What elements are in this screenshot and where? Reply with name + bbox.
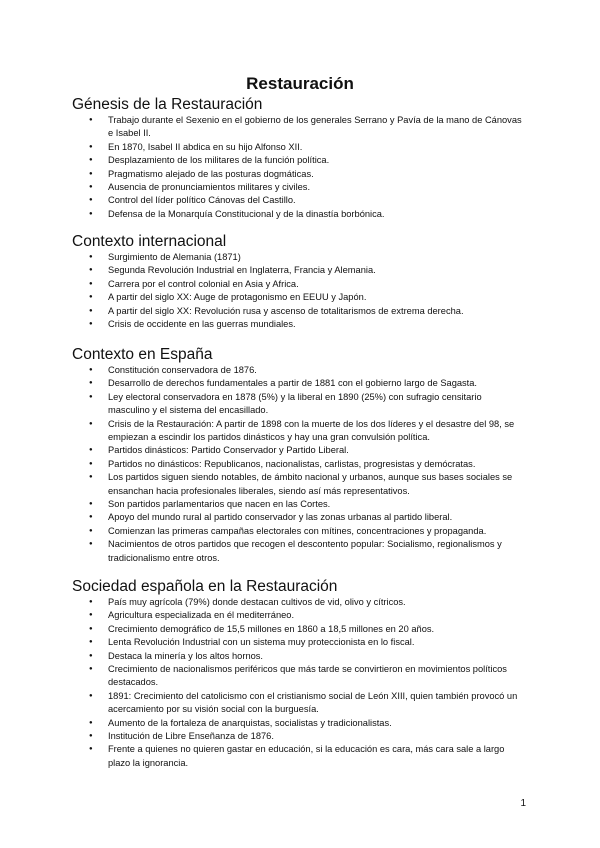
- list-item: ● Desarrollo de derechos fundamentales a partir de 1881 con el gobierno largo de Sagasta.: [72, 377, 522, 390]
- list-item: ● Pragmatismo alejado de las posturas dogmáticas.: [72, 168, 522, 181]
- section-heading: Sociedad española en la Restauración: [72, 578, 338, 595]
- list-item: ● Control del líder político Cánovas del Castillo.: [72, 194, 522, 207]
- list-item: ● Agricultura especializada en él mediterráneo.: [72, 609, 522, 622]
- list-item: ● Lenta Revolución Industrial con un sistema muy proteccionista en lo fiscal.: [72, 636, 522, 649]
- list-item: ● 1891: Crecimiento del catolicismo con el cristianismo social de León XIII, quien también provocó un acercamiento por su visión social con la burguesía.: [72, 690, 522, 717]
- list-item: ● Crecimiento de nacionalismos periféricos que más tarde se convirtieron en movimientos políticos destacados.: [72, 663, 522, 690]
- list-item: ● Segunda Revolución Industrial en Inglaterra, Francia y Alemania.: [72, 264, 522, 277]
- section-heading: Génesis de la Restauración: [72, 96, 263, 113]
- list-item: ● Desplazamiento de los militares de la función política.: [72, 154, 522, 167]
- section-sociedad: [72, 578, 522, 770]
- list-item: ● Partidos no dinásticos: Republicanos, nacionalistas, carlistas, progresistas y demócratas.: [72, 458, 522, 471]
- list-item: ● Nacimientos de otros partidos que recogen el descontento popular: Socialismo, regionalismos y tradicionalismo entre otros.: [72, 538, 522, 565]
- list-item: ● A partir del siglo XX: Auge de protagonismo en EEUU y Japón.: [72, 291, 522, 304]
- list-item: ● Los partidos siguen siendo notables, de ámbito nacional y urbanos, aunque sus bases sociales se ensanchan hacia profesionales liberales, siendo así más representativos.: [72, 471, 522, 498]
- bullet-list: [72, 364, 522, 565]
- list-item: ● Constitución conservadora de 1876.: [72, 364, 522, 377]
- section-heading: Contexto en España: [72, 346, 213, 363]
- list-item: ● Ausencia de pronunciamientos militares y civiles.: [72, 181, 522, 194]
- list-item: ● Son partidos parlamentarios que nacen en las Cortes.: [72, 498, 522, 511]
- page-number: 1: [520, 798, 526, 809]
- list-item: ● Surgimiento de Alemania (1871): [72, 251, 522, 264]
- list-item: ● Carrera por el control colonial en Asia y Africa.: [72, 278, 522, 291]
- bullet-list: [72, 251, 522, 331]
- list-item: ● Comienzan las primeras campañas electorales con mítines, concentraciones y propaganda.: [72, 525, 522, 538]
- list-item: ● A partir del siglo XX: Revolución rusa y ascenso de totalitarismos de extrema derecha.: [72, 305, 522, 318]
- section-contexto-espana: [72, 346, 522, 565]
- list-item: ● En 1870, Isabel II abdica en su hijo Alfonso XII.: [72, 141, 522, 154]
- list-item: ● Aumento de la fortaleza de anarquistas, socialistas y tradicionalistas.: [72, 717, 522, 730]
- list-item: ● Institución de Libre Enseñanza de 1876.: [72, 730, 522, 743]
- list-item: ● País muy agrícola (79%) donde destacan cultivos de vid, olivo y cítricos.: [72, 596, 522, 609]
- list-item: ● Partidos dinásticos: Partido Conservador y Partido Liberal.: [72, 444, 522, 457]
- list-item: ● Defensa de la Monarquía Constitucional y de la dinastía borbónica.: [72, 208, 522, 221]
- list-item: ● Destaca la minería y los altos hornos.: [72, 650, 522, 663]
- list-item: ● Crecimiento demográfico de 15,5 millones en 1860 a 18,5 millones en 20 años.: [72, 623, 522, 636]
- bullet-list: [72, 596, 522, 770]
- list-item: ● Frente a quienes no quieren gastar en educación, si la educación es cara, más cara sale a largo plazo la ignorancia.: [72, 743, 522, 770]
- section-genesis: [72, 96, 522, 221]
- list-item: ● Trabajo durante el Sexenio en el gobierno de los generales Serrano y Pavía de la mano de Cánovas e Isabel II.: [72, 114, 522, 141]
- section-heading: Contexto internacional: [72, 233, 227, 250]
- list-item: ● Apoyo del mundo rural al partido conservador y las zonas urbanas al partido liberal.: [72, 511, 522, 524]
- list-item: ● Crisis de la Restauración: A partir de 1898 con la muerte de los dos líderes y el desastre del 98, se empiezan a escindir los partidos dinásticos y hay una gran convulsión política.: [72, 418, 522, 445]
- document-title: Restauración: [246, 74, 354, 93]
- section-contexto-internacional: [72, 233, 522, 331]
- bullet-list: [72, 114, 522, 221]
- list-item: ● Crisis de occidente en las guerras mundiales.: [72, 318, 522, 331]
- list-item: ● Ley electoral conservadora en 1878 (5%) y la liberal en 1890 (25%) con sufragio censitario masculino y el sistema del encasillado.: [72, 391, 522, 418]
